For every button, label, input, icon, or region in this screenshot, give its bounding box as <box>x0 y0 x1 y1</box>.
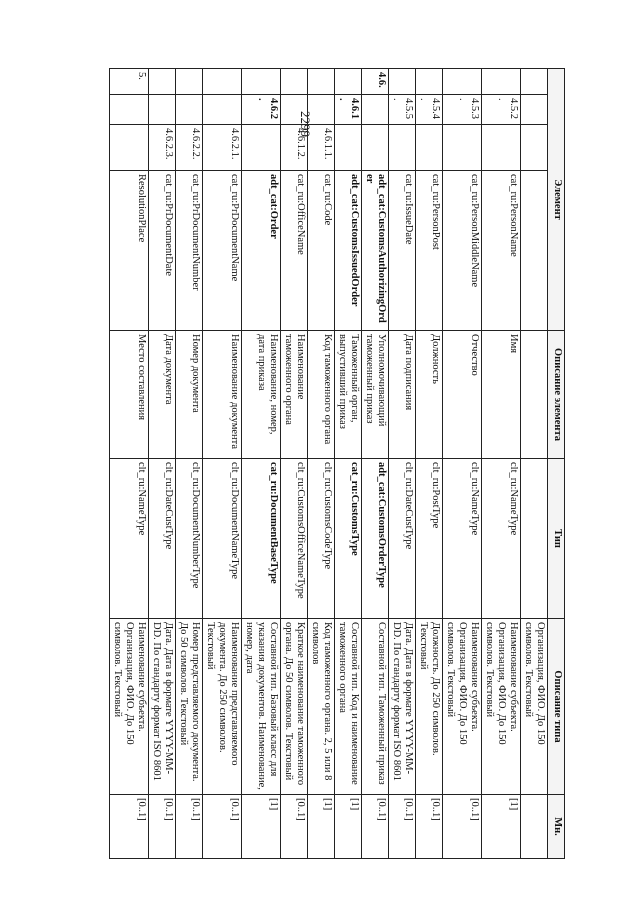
page-number: 2299 <box>298 111 313 137</box>
row-type: clt_ru:NameType <box>482 459 521 619</box>
table-row <box>110 69 149 859</box>
row-level1-number <box>482 69 521 95</box>
row-type: clt_ru:DateCustType <box>389 459 416 619</box>
row-level2-number: 4.6.2. <box>242 95 281 125</box>
table-row <box>416 69 443 859</box>
row-level1-number <box>281 69 308 95</box>
row-level3-number: 4.6.1.1. <box>308 125 335 171</box>
header-multiplicity: Мн. <box>548 795 565 859</box>
row-type: clt_ru:DocumentNumberType <box>176 459 203 619</box>
row-level2-number: 4.6.1. <box>335 95 362 125</box>
row-type-description: Должность. До 250 символов. Текстовый <box>416 619 443 795</box>
row-type: clt_ru:CustomsCodeType <box>308 459 335 619</box>
row-element-name: adt_cat:CustomsAuthorizingOrder <box>362 171 389 331</box>
row-element-name: cat_ru:PersonMiddleName <box>443 171 482 331</box>
row-multiplicity: [0..1] <box>443 795 482 859</box>
header-type-desc: Описание типа <box>548 619 565 795</box>
row-element-description <box>521 331 548 459</box>
row-element-description: Уполномочивающий таможенный приказ <box>362 331 389 459</box>
row-level3-number <box>389 125 416 171</box>
row-level1-number <box>389 69 416 95</box>
row-level1-number <box>443 69 482 95</box>
row-element-name: cat_ru:PersonPost <box>416 171 443 331</box>
row-level1-number <box>308 69 335 95</box>
row-element-name: adt_cat:Order <box>242 171 281 331</box>
row-level1-number: 5. <box>110 69 149 95</box>
table-row <box>482 69 521 859</box>
row-level3-number <box>242 125 281 171</box>
row-element-description: Должность <box>416 331 443 459</box>
row-type-description: Составной тип. Код и наименование таможенного органа <box>335 619 362 795</box>
table-row <box>281 69 308 859</box>
table-row <box>203 69 242 859</box>
row-level1-number <box>242 69 281 95</box>
row-level2-number <box>176 95 203 125</box>
row-level3-number <box>110 125 149 171</box>
row-multiplicity: [0..1] <box>149 795 176 859</box>
row-element-description: Код таможенного органа <box>308 331 335 459</box>
row-element-name: ResolutionPlace <box>110 171 149 331</box>
row-element-description: Номер документа <box>176 331 203 459</box>
row-element-name: cat_ru:PrDocumentNumber <box>176 171 203 331</box>
row-multiplicity: [0..1] <box>362 795 389 859</box>
row-level2-number <box>362 95 389 125</box>
row-level2-number <box>308 95 335 125</box>
row-level1-number: 4.6. <box>362 69 389 95</box>
row-element-description: Отчество <box>443 331 482 459</box>
row-level2-number <box>110 95 149 125</box>
table-row <box>362 69 389 859</box>
row-level3-number: 4.6.2.2. <box>176 125 203 171</box>
row-level1-number <box>416 69 443 95</box>
table-row <box>176 69 203 859</box>
table-row <box>389 69 416 859</box>
row-multiplicity: [0..1] <box>203 795 242 859</box>
row-element-name: adt_cat:CustomsIssuedOrder <box>335 171 362 331</box>
row-type: adt_cat:CustomsOrderType <box>362 459 389 619</box>
header-type: Тип <box>548 459 565 619</box>
row-element-description: Таможенный орган, выпустивший приказ <box>335 331 362 459</box>
row-multiplicity: [0..1] <box>110 795 149 859</box>
row-element-name <box>521 171 548 331</box>
row-element-name: cat_ru:IssueDate <box>389 171 416 331</box>
row-element-description: Дата подписания <box>389 331 416 459</box>
row-level1-number <box>176 69 203 95</box>
row-type: clt_ru:NameType <box>443 459 482 619</box>
row-element-description: Дата документа <box>149 331 176 459</box>
table-header-row <box>548 69 565 859</box>
row-level2-number <box>149 95 176 125</box>
row-multiplicity: [0..1] <box>176 795 203 859</box>
row-multiplicity: [1] <box>242 795 281 859</box>
row-multiplicity <box>521 795 548 859</box>
row-level1-number <box>203 69 242 95</box>
row-level2-number <box>521 95 548 125</box>
row-level3-number: 4.6.2.3. <box>149 125 176 171</box>
row-level3-number <box>521 125 548 171</box>
table-body <box>110 69 548 859</box>
row-type-description: Составной тип. Базовый класс для указания документов. Наименование, номер, дата <box>242 619 281 795</box>
row-type: clt_ru:DocumentNameType <box>203 459 242 619</box>
table-row <box>149 69 176 859</box>
table-row <box>308 69 335 859</box>
row-multiplicity: [0..1] <box>416 795 443 859</box>
row-type-description: Дата. Дата в формате YYYY-MM-DD. По стандарту формат ISO 8601 <box>149 619 176 795</box>
row-element-name: cat_ru:PersonName <box>482 171 521 331</box>
row-level3-number <box>416 125 443 171</box>
row-level3-number <box>335 125 362 171</box>
row-type: cat_ru:CustomsType <box>335 459 362 619</box>
row-element-description: Место составления <box>110 331 149 459</box>
row-element-name: cat_ru:Code <box>308 171 335 331</box>
row-multiplicity: [0..1] <box>281 795 308 859</box>
row-element-name: cat_ru:PrDocumentDate <box>149 171 176 331</box>
row-level3-number <box>482 125 521 171</box>
row-multiplicity: [0..1] <box>389 795 416 859</box>
row-level3-number: 4.6.1.2. <box>281 125 308 171</box>
row-type-description: Краткое наименование таможенного органа. До 50 символов. Текстовый <box>281 619 308 795</box>
row-type-description: Наименование представляемого документа. До 250 символов. Текстовый <box>203 619 242 795</box>
row-level2-number: 4.5.5. <box>389 95 416 125</box>
row-element-description: Наименование таможенного органа <box>281 331 308 459</box>
row-element-description: Наименование, номер, дата приказа <box>242 331 281 459</box>
row-level3-number <box>362 125 389 171</box>
table-row <box>443 69 482 859</box>
row-type-description: Код таможенного органа. 2, 5 или 8 символов <box>308 619 335 795</box>
row-level1-number <box>335 69 362 95</box>
row-element-name: cat_ru:OfficeName <box>281 171 308 331</box>
row-element-name: cat_ru:PrDocumentName <box>203 171 242 331</box>
table-row <box>521 69 548 859</box>
row-level2-number <box>281 95 308 125</box>
row-type: cat_ru:DocumentBaseType <box>242 459 281 619</box>
table-row <box>242 69 281 859</box>
row-level2-number: 4.5.3. <box>443 95 482 125</box>
rotated-table-container <box>85 68 565 858</box>
row-multiplicity: [1] <box>335 795 362 859</box>
row-type <box>521 459 548 619</box>
row-type: clt_ru:CustomsOfficeNameType <box>281 459 308 619</box>
row-level3-number <box>443 125 482 171</box>
row-type-description: Организация, ФИО. До 150 символов. Текстовый <box>521 619 548 795</box>
row-element-description: Имя <box>482 331 521 459</box>
row-level1-number <box>521 69 548 95</box>
row-type-description: Дата. Дата в формате YYYY-MM-DD. По стандарту формат ISO 8601 <box>389 619 416 795</box>
row-type: clt_ru:NameType <box>110 459 149 619</box>
row-level3-number: 4.6.2.1. <box>203 125 242 171</box>
row-level2-number: 4.5.2. <box>482 95 521 125</box>
row-type-description: Номер представляемого документа. До 50 символов. Текстовый <box>176 619 203 795</box>
row-multiplicity: [1] <box>308 795 335 859</box>
header-element-desc: Описание элемента <box>548 331 565 459</box>
row-type-description: Наименование субъекта. Организация, ФИО. До 150 символов. Текстовый <box>110 619 149 795</box>
row-type-description: Наименование субъекта. Организация, ФИО. До 150 символов. Текстовый <box>443 619 482 795</box>
table-row <box>335 69 362 859</box>
row-level2-number <box>203 95 242 125</box>
row-type-description: Наименование субъекта. Организация, ФИО. До 150 символов. Текстовый <box>482 619 521 795</box>
row-multiplicity: [1] <box>482 795 521 859</box>
row-element-description: Наименование документа <box>203 331 242 459</box>
row-level2-number: 4.5.4. <box>416 95 443 125</box>
row-type: clt_ru:PostType <box>416 459 443 619</box>
row-type: clt_ru:DateCustType <box>149 459 176 619</box>
schema-table <box>109 68 565 859</box>
header-element: Элемент <box>548 69 565 331</box>
row-level1-number <box>149 69 176 95</box>
row-type-description: Составной тип. Таможенный приказ <box>362 619 389 795</box>
